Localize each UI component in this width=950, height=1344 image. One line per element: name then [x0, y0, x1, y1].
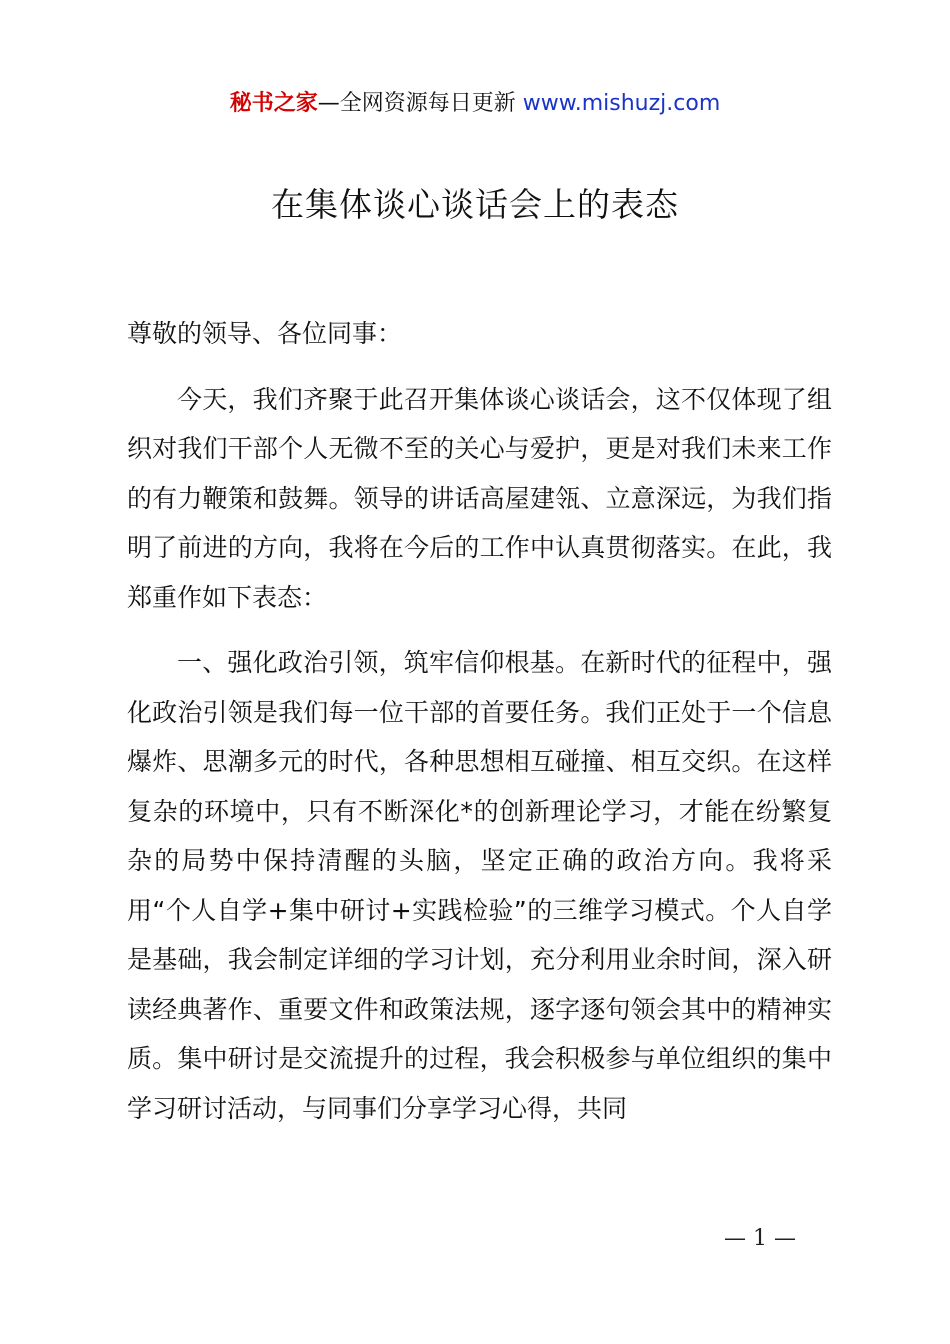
paragraph-intro: 今天，我们齐聚于此召开集体谈心谈话会，这不仅体现了组织对我们干部个人无微不至的关心与爱护，更是对我们未来工作的有力鞭策和鼓舞。领导的讲话高屋建瓴、立意深远，为我们指明了前进的方向，我将在今后的工作中认真贯彻落实。在此，我郑重作如下表态： — [127, 384, 832, 612]
document-body — [127, 309, 832, 1133]
page-number: — 1 — — [724, 1226, 796, 1251]
brand-name: 秘书之家 — [229, 91, 318, 116]
paragraph-section-one: 一、强化政治引领，筑牢信仰根基。在新时代的征程中，强化政治引领是我们每一位干部的首要任务。我们正处于一个信息爆炸、思潮多元的时代，各种思想相互碰撞、相互交织。在这样复杂的环境中，只有不断深化*的创新理论学习，才能在纷繁复杂的局势中保持清醒的头脑，坚定正确的政治方向。我将采用“个人自学+集中研讨+实践检验”的三维学习模式。个人自学是基础，我会制定详细的学习计划，充分利用业余时间，深入研读经典著作、重要文件和政策法规，逐字逐句领会其中的精神实质。集中研讨是交流提升的过程，我会积极参与单位组织的集中学习研讨活动，与同事们分享学习心得，共同 — [127, 648, 832, 1123]
document-title: 在集体谈心谈话会上的表态 — [271, 185, 679, 224]
site-url-link[interactable]: www.mishuzj.com — [522, 91, 721, 116]
header-tagline: —全网资源每日更新 — [317, 91, 523, 116]
site-header — [0, 86, 950, 122]
salutation: 尊敬的领导、各位同事： — [127, 319, 403, 348]
